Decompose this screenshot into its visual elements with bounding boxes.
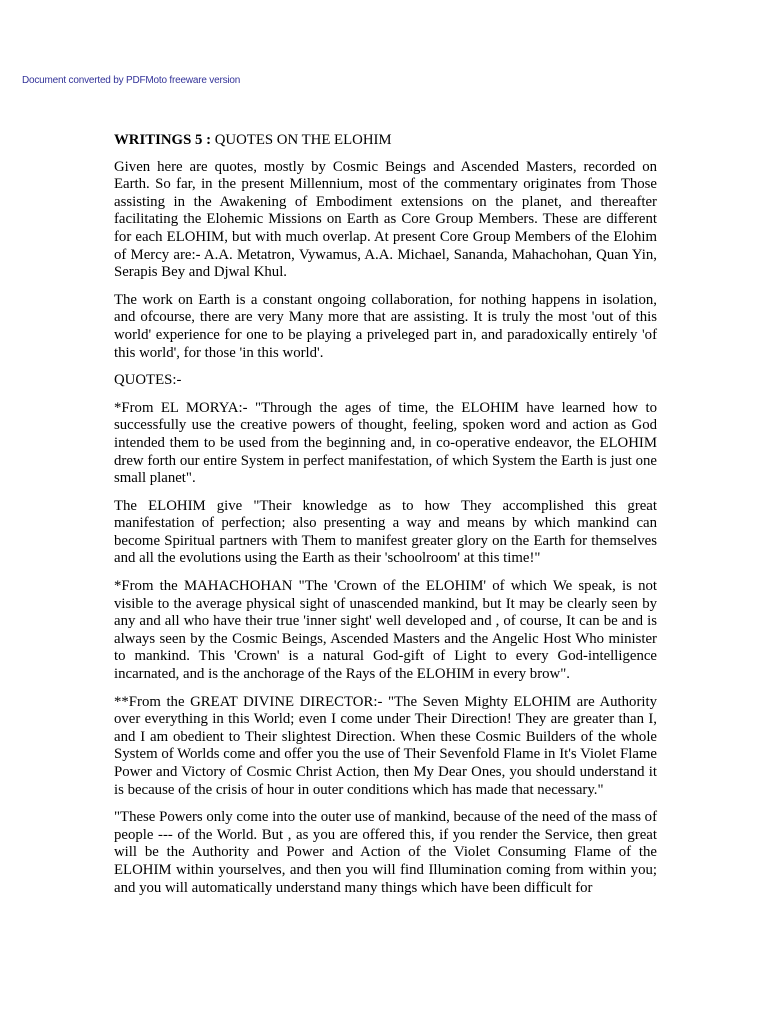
quote-powers: "These Powers only come into the outer use of mankind, because of the need of the mass of people --- of the World. But , as you are offered this, if you render the Service, then great will be the Authority and Power and Action of the Violet Consuming Flame of the ELOHIM within yourselves, and then you will find Illumination coming from within you; and you will automatically understand many things which have been difficult for — [114, 809, 657, 896]
collaboration-paragraph: The work on Earth is a constant ongoing collaboration, for nothing happens in isolation, and ofcourse, there are very Many more that are assisting. It is truly the most 'out of this world' experience for one to be playing a priveleged part in, and paradoxically entirely 'of this world', for those 'in this world'. — [114, 291, 657, 361]
title-text: QUOTES ON THE ELOHIM — [211, 132, 392, 148]
intro-paragraph: Given here are quotes, mostly by Cosmic Beings and Ascended Masters, recorded on Earth. So far, in the present Millennium, most of the commentary originates from Those assisting in the Awakening of Embodiment extensions on the planet, and thereafter facilitating the Elohemic Missions on Earth as Core Group Members. These are different for each ELOHIM, but with much overlap. At present Core Group Members of the Elohim of Mercy are:- A.A. Metatron, Vywamus, A.A. Michael, Sananda, Mahachohan, Quan Yin, Serapis Bey and Djwal Khul. — [114, 158, 657, 281]
title-label: WRITINGS 5 : — [114, 132, 212, 148]
converter-note: Document converted by PDFMoto freeware version — [22, 75, 241, 86]
document-title — [114, 132, 657, 150]
document-body — [114, 132, 657, 907]
quote-elohim-knowledge: The ELOHIM give "Their knowledge as to how They accomplished this great manifestation of perfection; also presenting a way and means by which mankind can become Spiritual partners with Them to manifest greater glory on the Earth for themselves and all the evolutions using the Earth as their 'schoolroom' at this time!" — [114, 497, 657, 567]
quote-great-divine-director: **From the GREAT DIVINE DIRECTOR:- "The Seven Mighty ELOHIM are Authority over everything in this World; even I come under Their Direction! They are greater than I, and I am obedient to Their slightest Direction. When these Cosmic Builders of the whole System of Worlds come and offer you the use of Their Sevenfold Flame in It's Violet Flame Power and Victory of Cosmic Christ Action, then My Dear Ones, you should understand it is because of the crisis of hour in outer conditions which has made that necessary." — [114, 693, 657, 798]
quote-el-morya: *From EL MORYA:- "Through the ages of time, the ELOHIM have learned how to successfully use the creative powers of thought, feeling, spoken word and action as God intended them to be used from the beginning and, in co-operative endeavor, the ELOHIM drew forth our entire System in perfect manifestation, of which System the Earth is just one small planet". — [114, 399, 657, 487]
quote-mahachohan: *From the MAHACHOHAN "The 'Crown of the ELOHIM' of which We speak, is not visible to the average physical sight of unascended mankind, but It may be clearly seen by any and all who have their true 'inner sight' well developed and , of course, It can be and is always seen by the Cosmic Beings, Ascended Masters and the Angelic Host Who minister to mankind. This 'Crown' is a natural God-gift of Light to every God-intelligence incarnated, and is the anchorage of the Rays of the ELOHIM in every brow". — [114, 578, 657, 683]
quotes-heading: QUOTES:- — [114, 372, 182, 389]
